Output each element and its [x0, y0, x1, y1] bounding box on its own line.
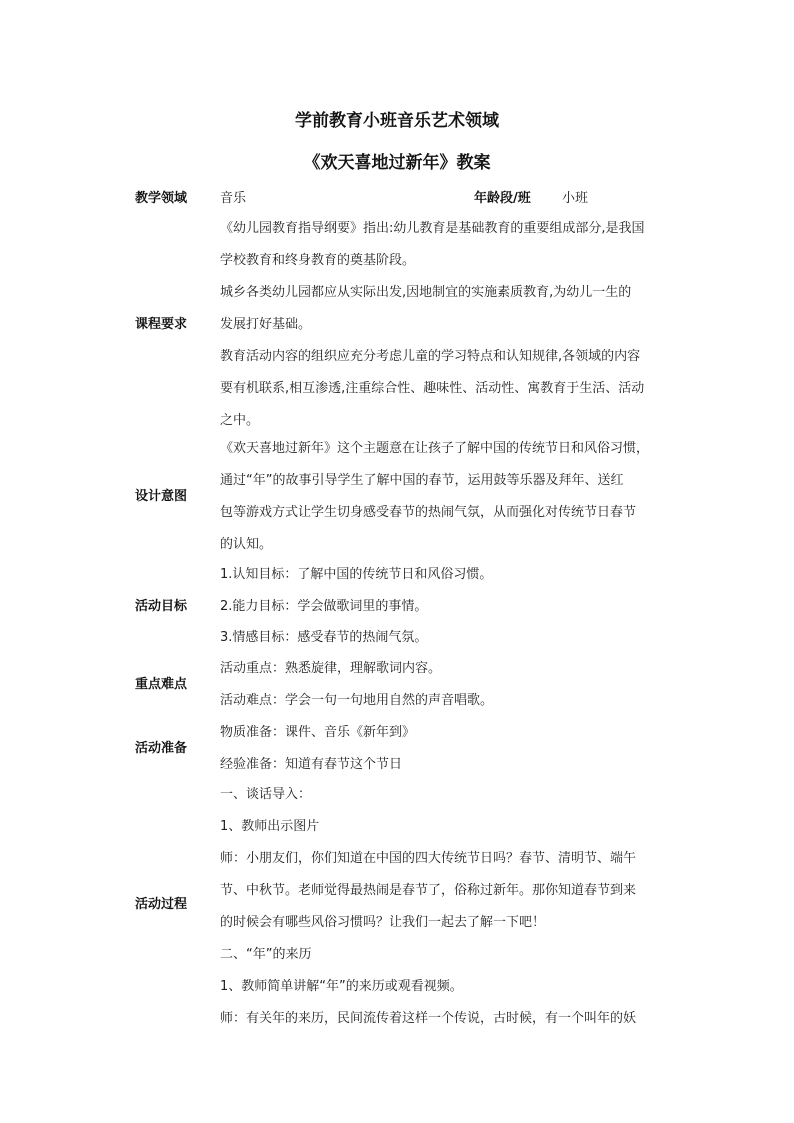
section-label-key-points: 重点难点 [135, 677, 188, 692]
section-line: 3.情感目标：感受春节的热闹气氛。 [220, 630, 428, 645]
section-line: 一、谈话导入： [220, 787, 312, 802]
section-line: 之中。 [220, 413, 260, 428]
section-label-activity-process: 活动过程 [135, 897, 188, 912]
section-label-activity-goals: 活动目标 [135, 599, 188, 614]
section-line: 节、中秋节。老师觉得最热闹是春节了，俗称过新年。那你知道春节到来 [220, 883, 637, 898]
section-line: 师：小朋友们，你们知道在中国的四大传统节日吗？春节、清明节、端午 [220, 851, 637, 866]
section-line: 1、教师简单讲解“年”的来历或观看视频。 [220, 979, 463, 994]
domain-label: 教学领域 [135, 191, 188, 206]
domain-value: 音乐 [220, 191, 247, 206]
section-line: 1、教师出示图片 [220, 819, 320, 834]
grade-value: 小班 [562, 191, 589, 206]
section-line: 的时候会有哪些风俗习惯吗？让我们一起去了解一下吧！ [220, 915, 546, 930]
grade-label: 年龄段/班 [474, 191, 531, 206]
document-subtitle: 《欢天喜地过新年》教案 [303, 153, 491, 173]
section-line: 1.认知目标：了解中国的传统节日和风俗习惯。 [220, 567, 493, 582]
document-title: 学前教育小班音乐艺术领域 [295, 111, 499, 131]
section-line: 学校教育和终身教育的奠基阶段。 [220, 253, 416, 268]
section-line: 活动难点：学会一句一句地用自然的声音唱歌。 [220, 693, 494, 708]
section-label-course-requirements: 课程要求 [135, 317, 188, 332]
section-line: 城乡各类幼儿园都应从实际出发,因地制宜的实施素质教育,为幼儿一生的 [220, 285, 632, 300]
section-label-preparation: 活动准备 [135, 741, 188, 756]
section-line: 的认知。 [220, 537, 273, 552]
section-label-design-intent: 设计意图 [135, 489, 188, 504]
section-line: 经验准备：知道有春节这个节日 [220, 757, 403, 772]
section-line: 《欢天喜地过新年》这个主题意在让孩子了解中国的传统节日和风俗习惯， [220, 441, 650, 456]
section-line: 通过“年”的故事引导学生了解中国的春节，运用鼓等乐器及拜年、送红 [220, 473, 624, 488]
section-line: 2.能力目标：学会做歌词里的事情。 [220, 599, 428, 614]
section-line: 发展打好基础。 [220, 317, 312, 332]
section-line: 师：有关年的来历，民间流传着这样一个传说，古时候，有一个叫年的妖 [220, 1011, 637, 1026]
section-line: 活动重点：熟悉旋律，理解歌词内容。 [220, 661, 442, 676]
section-line: 教育活动内容的组织应充分考虑儿童的学习特点和认知规律,各领域的内容 [220, 349, 641, 364]
section-line: 包等游戏方式让学生切身感受春节的热闹气氛，从而强化对传统节日春节 [220, 505, 637, 520]
section-line: 物质准备：课件、音乐《新年到》 [220, 725, 416, 740]
section-line: 要有机联系,相互渗透,注重综合性、趣味性、活动性、寓教育于生活、活动 [220, 381, 645, 396]
section-line: 二、“年”的来历 [220, 947, 312, 962]
section-line: 《幼儿园教育指导纲要》指出:幼儿教育是基础教育的重要组成部分,是我国 [220, 221, 645, 236]
